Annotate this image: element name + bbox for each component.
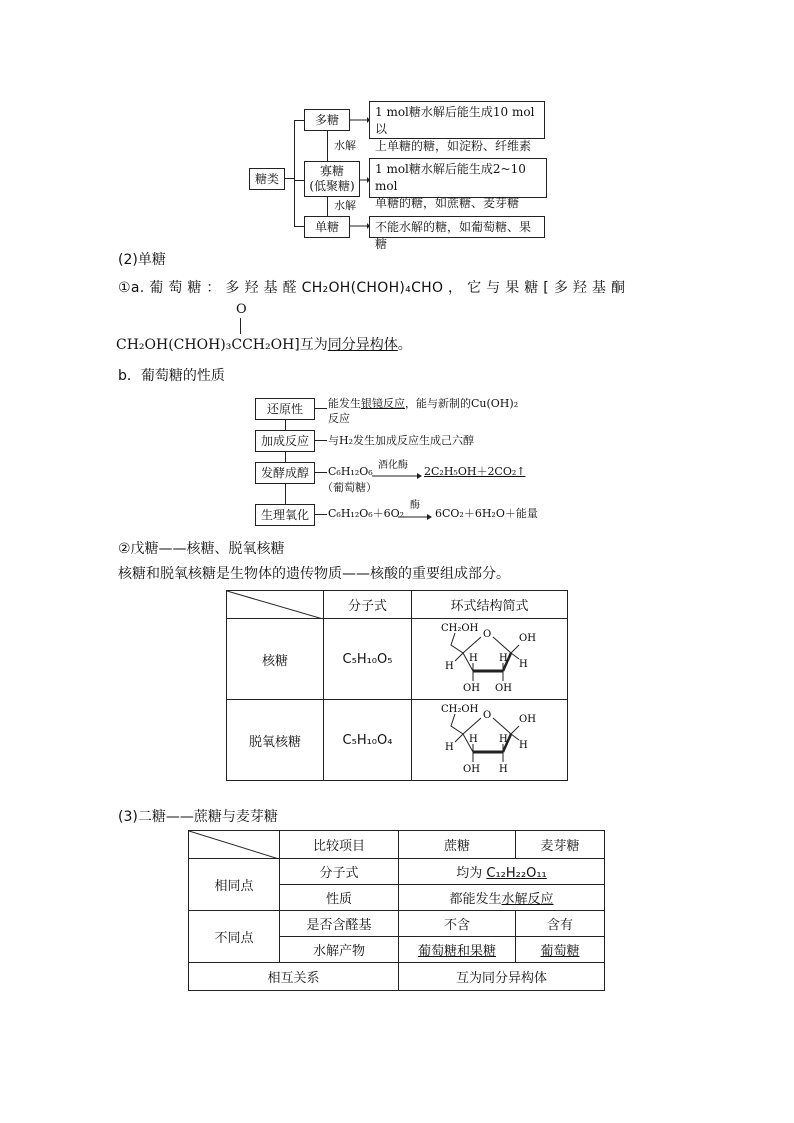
atom-label: H — [468, 653, 478, 664]
ribose-name: 核糖 — [227, 619, 324, 700]
fructose-formula: CH₂OH(CHOH)₃CCH₂OH — [116, 337, 295, 353]
polysaccharide-box: 多糖 — [304, 109, 350, 131]
fermentation-product: 2C₂H₅OH＋2CO₂↑ — [424, 465, 526, 478]
row-item: 分子式 — [280, 859, 399, 885]
connector — [315, 514, 327, 515]
disaccharide-heading: (3)二糖——蔗糖与麦芽糖 — [118, 809, 278, 825]
deoxyribose-structure — [412, 700, 568, 781]
arrows — [350, 110, 370, 240]
atom-label: CH₂OH — [440, 704, 478, 715]
addition-text: 与H₂发生加成反应生成己六醇 — [328, 434, 475, 447]
atom-label: OH — [494, 683, 512, 694]
connector — [315, 408, 327, 409]
carbonyl-o: O — [236, 302, 247, 317]
ribose-ring-structure — [415, 619, 565, 695]
glucose-properties-heading: b．葡萄糖的性质 — [118, 368, 225, 384]
reducing-box: 还原性 — [255, 398, 315, 420]
oxidation-reactant: C₆H₁₂O₆＋6O₂ — [328, 507, 405, 520]
reaction-arrow — [398, 513, 432, 521]
row-item: 水解产物 — [280, 937, 399, 963]
table-row — [227, 619, 568, 700]
same-label: 相同点 — [189, 859, 280, 911]
carbonyl-bond — [240, 318, 242, 334]
polysaccharide-desc: 1 mol糖水解后能生成10 mol以 上单糖的糖，如淀粉、纤维素 — [369, 101, 545, 139]
connector — [327, 131, 328, 161]
maltose-value: 含有 — [516, 911, 605, 937]
atom-label: H — [444, 661, 454, 672]
ribose-formula: C₅H₁₀O₅ — [324, 619, 412, 700]
sucrose-value: 不含 — [399, 911, 516, 937]
pentose-table — [226, 590, 568, 781]
connector — [315, 472, 327, 473]
col-formula-header: 分子式 — [324, 591, 412, 619]
col-sucrose-header: 蔗糖 — [399, 831, 516, 859]
glucose-description: ①a. 葡 萄 糖 ： 多 羟 基 醛 CH₂OH(CHOH)₄CHO ， 它 与 果 糖 [ 多 羟 基 酮 — [118, 280, 626, 296]
col-item-header: 比较项目 — [280, 831, 399, 859]
atom-label: H — [518, 659, 528, 670]
monosaccharide-box: 单糖 — [304, 216, 350, 238]
atom-label: H — [468, 734, 478, 745]
oligo-label: 寡糖 — [319, 164, 344, 178]
oxidation-box: 生理氧化 — [255, 504, 315, 526]
atom-label: H — [498, 764, 508, 775]
oligosaccharide-desc: 1 mol糖水解后能生成2~10 mol 单糖的糖，如蔗糖、麦芽糖 — [369, 158, 547, 198]
connector — [294, 226, 304, 227]
fermentation-catalyst: 酒化酶 — [378, 460, 408, 471]
maltose-value: 葡萄糖 — [516, 937, 605, 963]
relation-value: 互为同分异构体 — [399, 963, 605, 991]
ribose-structure — [412, 619, 568, 700]
oxidation-product: 6CO₂＋6H₂O＋能量 — [435, 507, 538, 520]
fermentation-reactant: C₆H₁₂O₆ — [328, 465, 373, 478]
addition-box: 加成反应 — [255, 430, 315, 452]
atom-label: H — [444, 742, 454, 753]
fructose-formula-line: CH₂OH(CHOH)₃CCH₂OH]互为同分异构体。 — [116, 337, 412, 353]
reducing-text-2: 反应 — [328, 412, 350, 425]
table-row — [227, 700, 568, 781]
connector — [294, 120, 304, 121]
atom-label: OH — [518, 633, 536, 644]
table-row — [189, 911, 605, 937]
atom-label: O — [482, 629, 491, 640]
deoxyribose-name: 脱氧核糖 — [227, 700, 324, 781]
col-maltose-header: 麦芽糖 — [516, 831, 605, 859]
section-heading: (2)单糖 — [118, 252, 166, 268]
fermentation-reactant-name: （葡萄糖） — [322, 481, 377, 494]
connector — [294, 180, 304, 181]
deoxyribose-ring-structure — [415, 700, 565, 776]
atom-label: H — [498, 653, 508, 664]
connector — [315, 440, 327, 441]
connector — [285, 178, 294, 179]
atom-label: H — [498, 734, 508, 745]
table-row — [189, 963, 605, 991]
disaccharide-table — [188, 830, 605, 991]
connector — [327, 197, 328, 216]
atom-label: CH₂OH — [440, 623, 478, 634]
relation-label: 相互关系 — [189, 963, 399, 991]
atom-label: OH — [462, 764, 480, 775]
col-structure-header: 环式结构简式 — [412, 591, 568, 619]
connector — [294, 120, 295, 227]
row-item: 性质 — [280, 885, 399, 911]
oligo-sub-label: (低聚糖) — [309, 179, 355, 193]
pentose-intro: 核糖和脱氧核糖是生物体的遗传物质——核酸的重要组成部分。 — [118, 566, 510, 582]
monosaccharide-desc: 不能水解的糖，如葡萄糖、果糖 — [369, 216, 545, 238]
atom-label: H — [518, 740, 528, 751]
diagonal-header-cell — [227, 591, 324, 619]
atom-label: OH — [518, 714, 536, 725]
reducing-text: 能发生银镜反应，能与新制的Cu(OH)₂ — [328, 397, 519, 410]
same-formula-value: 均为 C₁₂H₂₂O₁₁ — [399, 859, 605, 885]
diagonal-header-cell — [189, 831, 280, 859]
sucrose-value: 葡萄糖和果糖 — [399, 937, 516, 963]
atom-label: OH — [462, 683, 480, 694]
oxidation-catalyst: 酶 — [410, 500, 420, 511]
fermentation-box: 发酵成醇 — [255, 462, 315, 484]
same-property-value: 都能发生水解反应 — [399, 885, 605, 911]
deoxyribose-formula: C₅H₁₀O₄ — [324, 700, 412, 781]
pentose-heading: ②戊糖——核糖、脱氧核糖 — [118, 541, 285, 557]
table-row — [189, 859, 605, 885]
atom-label: O — [482, 710, 491, 721]
hydrolysis-label: 水解 — [334, 139, 356, 152]
row-item: 是否含醛基 — [280, 911, 399, 937]
reaction-arrow — [372, 472, 422, 480]
hydrolysis-label: 水解 — [334, 199, 356, 212]
diff-label: 不同点 — [189, 911, 280, 963]
root-sugar-box: 糖类 — [249, 168, 285, 190]
